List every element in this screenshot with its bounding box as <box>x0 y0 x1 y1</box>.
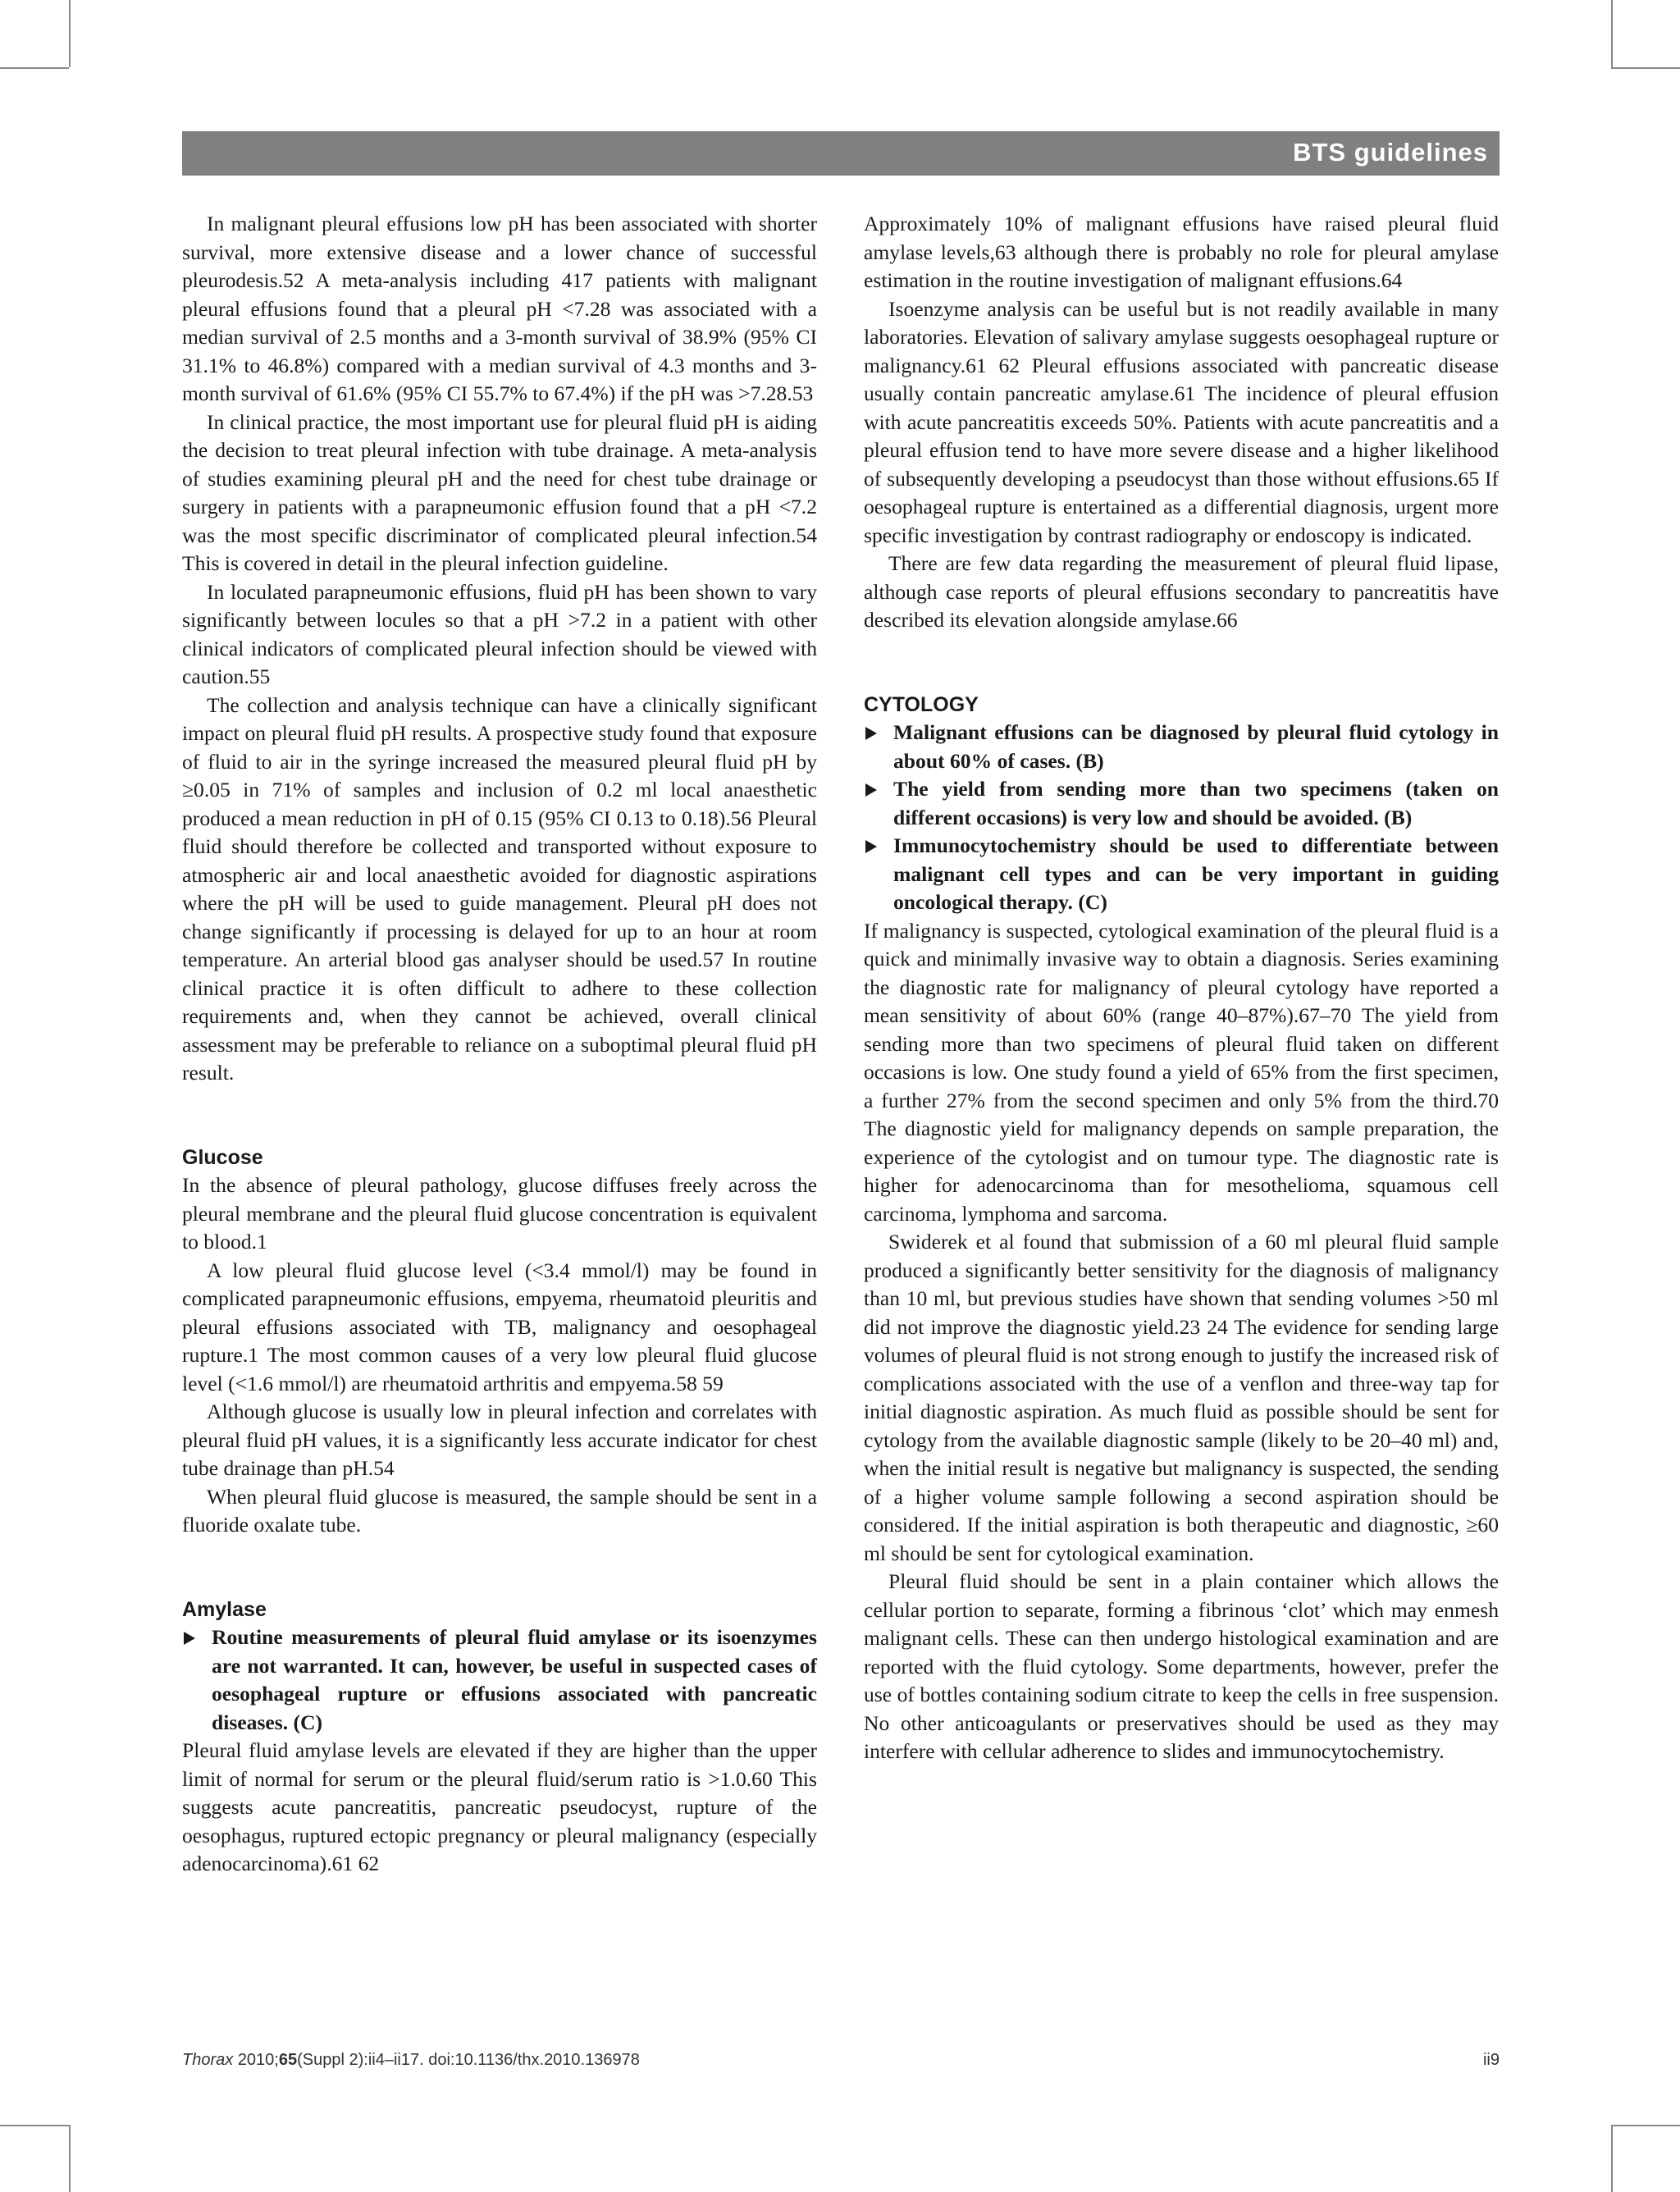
paragraph: Swiderek et al found that submission of a 60 ml pleural fluid sample produced a significantly better sensitivity for the diagnosis of malignancy than 10 ml, but previous studies have shown that sending volumes >50 ml did not improve the diagnostic yield.23 24 The evidence for sending large volumes of pleural fluid is not strong enough to justify the increased risk of complications associated with the use of a venflon and three-way tap for initial diagnostic aspiration. As much fluid as possible should be sent for cytology from the available diagnostic sample (likely to be 20–40 ml) and, when the initial result is negative but malignancy is suspected, the sending of a higher volume sample following a second aspiration should be considered. If the initial aspiration is both therapeutic and diagnostic, ≥60 ml should be sent for cytological examination. <box>864 1230 1499 1565</box>
bullet-triangle-icon <box>865 840 877 853</box>
paragraph: Pleural fluid amylase levels are elevated if they are higher than the upper limit of normal for serum or the pleural fluid/serum ratio is >1.0.60 This suggests acute pancreatitis, pancreatic pseudocyst, rupture of the oesophagus, ruptured ectopic pregnancy or pleural malignancy (especially adenocarcinoma).61 62 <box>182 1738 817 1875</box>
paragraph: Approximately 10% of malignant effusions have raised pleural fluid amylase levels,63 although there is probably no role for pleural amylase estimation in the routine investigation of malignant effusions.64 <box>864 212 1499 292</box>
crop-mark <box>0 67 69 69</box>
page-footer <box>182 2051 1500 2076</box>
recommendation-item <box>182 1623 817 1737</box>
paragraph: In loculated parapneumonic effusions, fluid pH has been shown to vary significantly between locules so that a pH >7.2 in a patient with other clinical indicators of complicated pleural infection should be viewed with caution.55 <box>182 579 817 688</box>
spacer <box>182 1540 817 1596</box>
citation-issue: (Suppl 2):ii4–ii17. doi:10.1136/thx.2010.136978 <box>297 2051 640 2069</box>
crop-mark <box>1611 0 1613 67</box>
paragraph: In the absence of pleural pathology, glucose diffuses freely across the pleural membrane and the pleural fluid glucose concentration is equivalent to blood.1 <box>182 1173 817 1254</box>
recommendation-text: Malignant effusions can be diagnosed by pleural fluid cytology in about 60% of cases. (B) <box>893 720 1499 773</box>
recommendation-item <box>864 832 1499 917</box>
paragraph: If malignancy is suspected, cytological examination of the pleural fluid is a quick and minimally invasive way to obtain a diagnosis. Series examining the diagnostic rate for malignancy of pleural cytology have reported a mean sensitivity of about 60% (range 40–87%).67–70 The yield from sending more than two specimens of pleural fluid taken on different occasions is low. One study found a yield of 65% from the first specimen, a further 27% from the second specimen and only 5% from the third.70 The diagnostic yield for malignancy depends on sample preparation, the experience of the cytologist and on tumour type. The diagnostic rate is higher for adenocarcinoma than for mesothelioma, squamous cell carcinoma, lymphoma and sarcoma. <box>864 918 1499 1226</box>
paragraph: Isoenzyme analysis can be useful but is not readily available in many laboratories. Elevation of salivary amylase suggests oesophageal rupture or malignancy.61 62 Pleural effusions associated with pancreatic disease usually contain pancreatic amylase.61 The incidence of pleural effusion with acute pancreatitis exceeds 50%. Patients with acute pancreatitis and a pleural effusion tend to have more severe disease and a higher likelihood of subsequently developing a pseudocyst than those without effusions.65 If oesophageal rupture is entertained as a differential diagnosis, urgent more specific investigation by contrast radiography or endoscopy is indicated. <box>864 296 1499 547</box>
journal-name: Thorax <box>182 2051 234 2069</box>
recommendation-item <box>864 719 1499 775</box>
section-heading-cytology: CYTOLOGY <box>864 692 979 716</box>
paragraph: The collection and analysis technique can have a clinically significant impact on pleural fluid pH results. A prospective study found that exposure of fluid to air in the syringe increased the measured pleural fluid pH by ≥0.05 in 71% of samples and inclusion of 0.2 ml local anaesthetic produced a mean reduction in pH of 0.15 (95% CI 0.13 to 0.18).56 Pleural fluid should therefore be collected and transported without exposure to atmospheric air and local anaesthetic avoided for diagnostic aspirations where the pH will be used to guide management. Pleural pH does not change significantly if processing is delayed for up to an hour at room temperature. An arterial blood gas analyser should be used.57 In routine clinical practice it is often difficult to adhere to these collection requirements and, when they cannot be achieved, overall clinical assessment may be preferable to reliance on a suboptimal pleural fluid pH result. <box>182 692 817 1085</box>
crop-mark <box>69 0 71 67</box>
recommendation-list <box>864 719 1499 917</box>
section-heading-amylase: Amylase <box>182 1597 267 1621</box>
citation <box>182 2051 640 2070</box>
bullet-triangle-icon <box>865 783 877 797</box>
paragraph: A low pleural fluid glucose level (<3.4 mmol/l) may be found in complicated parapneumonic effusions, empyema, rheumatoid pleuritis and pleural effusions associated with TB, malignancy and oesophageal rupture.1 The most common causes of a very low pleural fluid glucose level (<1.6 mmol/l) are rheumatoid arthritis and empyema.58 59 <box>182 1258 817 1395</box>
recommendation-text: Immunocytochemistry should be used to differentiate between malignant cell types and can be very important in guiding oncological therapy. (C) <box>893 833 1499 914</box>
recommendation-item <box>864 775 1499 832</box>
bullet-triangle-icon <box>184 1632 195 1645</box>
paragraph: Although glucose is usually low in pleural infection and correlates with pleural fluid pH values, it is a significantly less accurate indicator for chest tube drainage than pH.54 <box>182 1400 817 1480</box>
bullet-triangle-icon <box>865 727 877 740</box>
section-heading-glucose: Glucose <box>182 1145 263 1169</box>
right-column <box>864 210 1499 1766</box>
left-column <box>182 210 817 1879</box>
header-banner <box>182 131 1500 176</box>
recommendation-text: Routine measurements of pleural fluid amylase or its isoenzymes are not warranted. It can, however, be useful in suspected cases of oesophageal rupture or effusions associated with pancreatic diseases. (C) <box>212 1625 817 1734</box>
spacer <box>182 1088 817 1144</box>
running-title: BTS guidelines <box>1293 138 1488 167</box>
crop-mark <box>1611 2125 1680 2126</box>
paragraph: There are few data regarding the measurement of pleural fluid lipase, although case reports of pleural effusions secondary to pancreatitis have described its elevation alongside amylase.66 <box>864 551 1499 632</box>
paragraph: When pleural fluid glucose is measured, the sample should be sent in a fluoride oxalate tube. <box>182 1484 817 1537</box>
paragraph: Pleural fluid should be sent in a plain container which allows the cellular portion to separate, forming a fibrinous ‘clot’ which may enmesh malignant cells. These can then undergo histological examination and are reported with the fluid cytology. Some departments, however, prefer the use of bottles containing sodium citrate to keep the cells in free suspension. No other anticoagulants or preservatives should be used as they may interfere with cellular adherence to slides and immunocytochemistry. <box>864 1569 1499 1763</box>
paragraph: In clinical practice, the most important use for pleural fluid pH is aiding the decision to treat pleural infection with tube drainage. A meta-analysis of studies examining pleural pH and the need for chest tube drainage or surgery in patients with a parapneumonic effusion found that a pH <7.2 was the most specific discriminator of complicated pleural infection.54 This is covered in detail in the pleural infection guideline. <box>182 409 817 575</box>
recommendation-text: The yield from sending more than two specimens (taken on different occasions) is very low and should be avoided. (B) <box>893 777 1499 829</box>
crop-mark <box>0 2125 69 2126</box>
citation-volume: 65 <box>278 2051 298 2069</box>
page-number: ii9 <box>1482 2051 1500 2069</box>
citation-year: 2010; <box>237 2051 279 2069</box>
recommendation-list <box>182 1623 817 1737</box>
paragraph: In malignant pleural effusions low pH has been associated with shorter survival, more extensive disease and a lower chance of successful pleurodesis.52 A meta-analysis including 417 patients with malignant pleural effusions found that a pleural pH <7.28 was associated with a median survival of 2.5 months and a 3-month survival of 38.9% (95% CI 31.1% to 46.8%) compared with a median survival of 4.3 months and 3-month survival of 61.6% (95% CI 55.7% to 67.4%) if the pH was >7.28.53 <box>182 212 817 405</box>
crop-mark <box>1611 67 1680 69</box>
spacer <box>864 635 1499 691</box>
crop-mark <box>69 2125 71 2192</box>
crop-mark <box>1611 2125 1613 2192</box>
